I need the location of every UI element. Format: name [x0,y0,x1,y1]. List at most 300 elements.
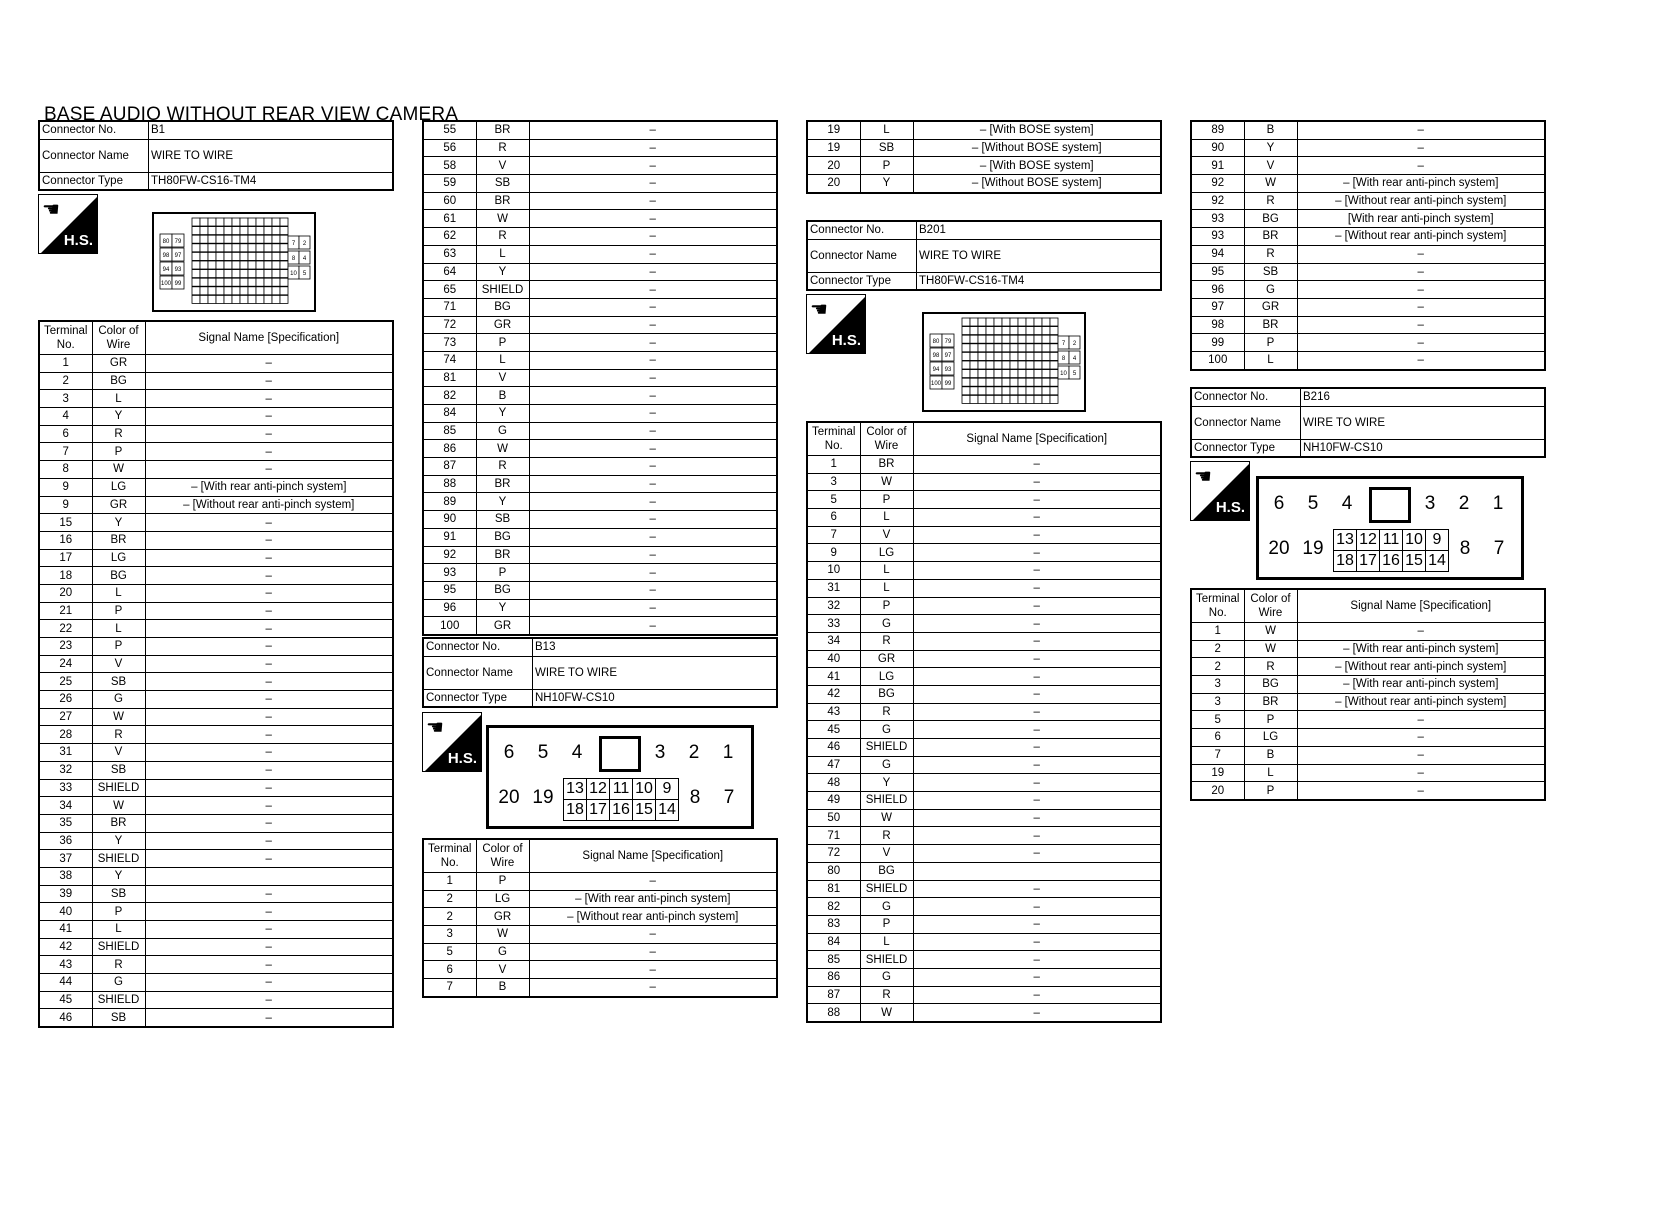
signal-name-cell [145,867,393,885]
wire-color-cell: BG [860,862,913,880]
connector-no-label: Connector No. [39,121,149,139]
table-row [39,797,393,815]
signal-name-cell: – [With rear anti-pinch system] [529,890,777,908]
signal-name-cell: – [913,915,1161,933]
pin-label: 13 [563,778,587,800]
terminal-no-cell: 86 [807,968,860,986]
wire-color-cell: W [92,708,145,726]
table-row [423,528,777,546]
pin-label: 1 [1492,493,1504,514]
pin-cell [248,278,256,286]
wire-color-cell: W [860,809,913,827]
signal-name-cell: – [529,281,777,299]
terminal-no-header: Terminal No. [39,321,92,355]
wire-color-cell: SHIELD [860,739,913,757]
pin-cell [264,261,272,269]
signal-name-cell: – [913,526,1161,544]
table-row [807,827,1161,845]
terminal-no-cell: 91 [1191,157,1244,175]
wire-color-cell: SHIELD [92,938,145,956]
table-row [39,408,393,426]
wire-color-cell: V [476,961,529,979]
signal-name-cell: – [529,316,777,334]
connector-80pin-drawing [154,214,314,310]
pin-cell [962,327,970,335]
terminal-no-cell: 48 [807,774,860,792]
table-row [1191,782,1545,800]
terminal-no-cell: 22 [39,620,92,638]
connector-type-label: Connector Type [39,172,149,190]
signal-name-cell: – [1297,121,1545,139]
terminal-no-cell: 5 [423,943,476,961]
wire-color-cell: SHIELD [860,792,913,810]
signal-name-cell: – [145,938,393,956]
signal-name-cell: – [529,943,777,961]
pin-cell [264,278,272,286]
pin-cell [264,287,272,295]
table-row [423,961,777,979]
pin-cell [986,361,994,369]
pin-cell [962,361,970,369]
b201-section [806,220,1162,291]
table-row [39,991,393,1009]
connector-no-value: B216 [1301,388,1546,406]
b216-section [1190,387,1546,458]
terminal-no-cell: 80 [807,862,860,880]
pin-label: 11 [609,778,633,800]
signal-name-cell [913,862,1161,880]
pin-cell [272,252,280,260]
terminal-no-cell: 2 [39,372,92,390]
pin-cell [240,270,248,278]
signal-name-cell: – [1297,782,1545,800]
wire-color-cell: P [476,334,529,352]
signal-name-cell: – [With BOSE system] [913,121,1161,139]
pin-cell [994,344,1002,352]
pin-label: 12 [1356,529,1380,551]
table-row [1191,228,1545,246]
pin-label: 79 [944,339,952,345]
wire-color-cell: L [92,921,145,939]
signal-name-cell: – [1297,623,1545,641]
wire-color-cell: LG [860,544,913,562]
pin-label: 97 [944,353,952,359]
signal-name-cell: – [913,739,1161,757]
pin-cell [272,227,280,235]
terminal-no-cell: 38 [39,867,92,885]
pin-cell [224,287,232,295]
signal-name-cell: – [913,632,1161,650]
signal-name-cell: – [529,458,777,476]
terminal-no-cell: 99 [1191,334,1244,352]
signal-name-cell: – [529,873,777,891]
signal-name-cell: – [913,933,1161,951]
connector-80pin-diagram-b201 [922,312,1086,412]
pin-cell [1042,378,1050,386]
hand-icon: ☚ [426,717,444,739]
pin-cell [280,218,288,226]
wire-color-cell: W [1244,623,1297,641]
pin-cell [256,235,264,243]
connector-20pin-diagram-b216 [1256,476,1524,580]
signal-name-cell: – [145,638,393,656]
terminal-no-header: Terminal No. [807,422,860,456]
table-row [423,979,777,997]
signal-name-cell: – [145,514,393,532]
table-row [39,549,393,567]
terminal-no-cell: 45 [807,721,860,739]
table-row [423,263,777,281]
pin-cell [216,270,224,278]
terminal-no-cell: 98 [1191,316,1244,334]
pin-cell [962,387,970,395]
pin-cell [240,235,248,243]
color-header: Color of Wire [476,839,529,873]
pin-cell [1002,344,1010,352]
signal-name-cell: – [Without rear anti-pinch system] [1297,192,1545,210]
table-row [807,632,1161,650]
terminal-no-cell: 9 [807,544,860,562]
wire-color-cell: P [860,597,913,615]
b201-info-table [806,220,1162,291]
pin-cell [994,395,1002,403]
wire-color-cell: L [1244,764,1297,782]
terminal-no-cell: 19 [807,121,860,139]
hs-icon: ☚ H.S. [422,712,482,772]
table-row [39,443,393,461]
signal-name-cell: – [1297,316,1545,334]
table-row [39,956,393,974]
terminal-no-cell: 23 [39,638,92,656]
pin-cell [264,218,272,226]
pin-cell [264,227,272,235]
wire-color-cell: G [92,974,145,992]
wire-color-cell: SHIELD [476,281,529,299]
wire-color-cell: G [860,721,913,739]
table-row [39,708,393,726]
terminal-no-cell: 3 [1191,693,1244,711]
pin-cell [1050,361,1058,369]
signal-name-cell: – [145,425,393,443]
wire-color-cell: V [92,744,145,762]
pin-cell [1034,361,1042,369]
pin-cell [1034,370,1042,378]
table-row [807,562,1161,580]
signal-header: Signal Name [Specification] [1297,589,1545,623]
table-row [39,655,393,673]
terminal-no-cell: 46 [39,1009,92,1027]
pin-cell [962,352,970,360]
terminal-no-cell: 63 [423,245,476,263]
pin-label: 1 [722,742,734,763]
table-row [1191,192,1545,210]
wire-color-cell: R [92,956,145,974]
pin-label: 94 [162,267,170,273]
pin-cell [208,235,216,243]
pin-label: 19 [1302,538,1324,559]
pin-label: 2 [302,241,307,247]
connector-type-value: TH80FW-CS16-TM4 [149,172,394,190]
wire-color-cell: BR [476,475,529,493]
b13-section [422,637,778,708]
terminal-no-cell: 43 [39,956,92,974]
table-row [39,921,393,939]
pin-cell [280,261,288,269]
pin-cell [200,252,208,260]
pin-label: 18 [1333,550,1357,572]
table-row [423,369,777,387]
wire-color-cell: P [860,157,913,175]
table-row [423,943,777,961]
wire-color-cell: Y [476,599,529,617]
signal-name-cell: – [145,372,393,390]
table-row [807,157,1161,175]
table-row [807,774,1161,792]
pin-cell [272,270,280,278]
signal-name-cell: – [529,210,777,228]
pin-label: 9 [655,778,679,800]
connector-type-value: NH10FW-CS10 [533,689,778,707]
pin-cell [1018,378,1026,386]
table-row [807,809,1161,827]
pin-cell [1050,344,1058,352]
pin-cell [1010,378,1018,386]
wire-color-cell: B [1244,121,1297,139]
table-row [807,668,1161,686]
pin-cell [240,287,248,295]
table-row [807,615,1161,633]
table-row [423,228,777,246]
signal-name-cell: – [913,774,1161,792]
connector-80pin-drawing [924,314,1084,410]
pin-cell [986,318,994,326]
terminal-no-cell: 36 [39,832,92,850]
pin-cell [232,227,240,235]
signal-name-cell: – [529,422,777,440]
connector-name-label: Connector Name [39,139,149,172]
pin-cell [208,270,216,278]
pin-cell [1034,387,1042,395]
terminal-no-cell: 6 [39,425,92,443]
terminal-no-cell: 95 [423,581,476,599]
table-row [807,862,1161,880]
pin-cell [256,227,264,235]
hs-icon: ☚ H.S. [1190,461,1250,521]
table-row [807,792,1161,810]
terminal-no-cell: 50 [807,809,860,827]
table-row [39,602,393,620]
table-row [39,531,393,549]
signal-name-cell: – [913,792,1161,810]
wire-color-cell: R [860,632,913,650]
wire-color-cell: P [92,602,145,620]
wire-color-cell: G [476,943,529,961]
wire-color-cell: V [476,157,529,175]
pin-label: 79 [174,239,182,245]
signal-name-cell: – [913,809,1161,827]
terminal-no-cell: 7 [423,979,476,997]
color-header: Color of Wire [1244,589,1297,623]
pin-label: 6 [503,742,515,763]
pin-cell [1010,335,1018,343]
pin-label: 5 [1307,493,1319,514]
terminal-no-cell: 6 [1191,729,1244,747]
wire-color-cell: P [92,443,145,461]
b201-cont-table [1190,120,1546,371]
signal-name-cell: – [529,245,777,263]
wire-color-cell: BR [476,192,529,210]
table-row [423,546,777,564]
pin-cell [1042,327,1050,335]
wire-color-cell: R [1244,658,1297,676]
signal-name-cell: – [1297,298,1545,316]
pin-cell [994,327,1002,335]
pin-cell [1042,344,1050,352]
wire-color-cell: R [92,425,145,443]
pin-cell [192,218,200,226]
signal-name-cell: – [145,850,393,868]
signal-header: Signal Name [Specification] [913,422,1161,456]
terminal-no-cell: 88 [807,1004,860,1022]
wire-color-cell: G [476,422,529,440]
pin-cell [256,261,264,269]
wire-color-cell: Y [476,493,529,511]
pin-cell [1018,352,1026,360]
wire-color-cell: R [476,228,529,246]
terminal-no-cell: 33 [39,779,92,797]
wire-color-cell: GR [476,316,529,334]
pin-cell [232,252,240,260]
signal-name-cell: – [145,549,393,567]
wire-color-cell: R [1244,192,1297,210]
pin-cell [256,287,264,295]
pin-cell [1042,361,1050,369]
pin-cell [264,252,272,260]
pin-cell [986,387,994,395]
signal-name-cell: – [With rear anti-pinch system] [145,478,393,496]
terminal-no-cell: 45 [39,991,92,1009]
terminal-no-cell: 40 [807,650,860,668]
connector-name-value: WIRE TO WIRE [149,139,394,172]
connector-no-label: Connector No. [423,638,533,656]
terminal-no-cell: 90 [1191,139,1244,157]
signal-name-cell: – [145,531,393,549]
pin-cell [1018,335,1026,343]
pin-cell [1026,370,1034,378]
table-row [807,933,1161,951]
signal-name-cell: – [529,961,777,979]
pin-cell [264,270,272,278]
pin-label: 15 [1402,550,1426,572]
table-row [1191,351,1545,369]
signal-name-cell: – [145,761,393,779]
table-row [807,685,1161,703]
connector-20pin-diagram-b13 [486,725,754,829]
signal-name-cell: – [529,475,777,493]
pin-cell [1050,370,1058,378]
pin-cell [208,287,216,295]
wire-color-cell: W [1244,640,1297,658]
wire-color-cell: BR [1244,228,1297,246]
wire-color-cell: BR [476,121,529,139]
b13-info-table [422,637,778,708]
terminal-no-cell: 27 [39,708,92,726]
pin-label: 5 [1072,371,1077,377]
pin-cell [970,335,978,343]
signal-name-cell: – [With rear anti-pinch system] [1297,640,1545,658]
pin-cell [208,244,216,252]
wire-color-cell: P [860,915,913,933]
table-row [39,372,393,390]
wire-color-cell: BR [1244,693,1297,711]
pin-cell [1050,335,1058,343]
terminal-no-cell: 95 [1191,263,1244,281]
table-row [1191,316,1545,334]
signal-name-cell: – [529,528,777,546]
pin-cell [256,244,264,252]
pin-cell [1034,395,1042,403]
pin-cell [970,387,978,395]
pin-label: 7 [291,241,296,247]
signal-name-cell: – [529,617,777,635]
wire-color-cell: SB [476,511,529,529]
pin-cell [978,361,986,369]
wire-color-cell: W [860,473,913,491]
table-row [1191,263,1545,281]
hand-icon: ☚ [42,199,60,221]
signal-name-cell: – [529,121,777,139]
table-row [39,1009,393,1027]
terminal-no-cell: 74 [423,351,476,369]
signal-name-cell: – [529,298,777,316]
wire-color-cell: R [860,703,913,721]
pin-cell [994,370,1002,378]
signal-name-cell: – [529,157,777,175]
terminal-no-cell: 59 [423,175,476,193]
terminal-no-cell: 16 [39,531,92,549]
table-row [807,898,1161,916]
signal-name-cell: – [529,546,777,564]
signal-name-cell: – [529,351,777,369]
terminal-no-cell: 21 [39,602,92,620]
table-row [1191,157,1545,175]
wire-color-cell: Y [92,832,145,850]
pin-cell [280,278,288,286]
terminal-no-cell: 20 [39,584,92,602]
pin-cell [232,270,240,278]
wire-color-cell: V [92,655,145,673]
pin-cell [248,227,256,235]
wire-color-cell: LG [476,890,529,908]
table-row [1191,334,1545,352]
wire-color-cell: BR [1244,316,1297,334]
wire-color-cell: Y [1244,139,1297,157]
terminal-no-cell: 85 [423,422,476,440]
signal-name-cell: – [529,405,777,423]
wire-color-cell: GR [92,355,145,373]
pin-cell [240,261,248,269]
wire-color-cell: BG [1244,210,1297,228]
wire-color-cell: G [860,898,913,916]
pin-label: 12 [586,778,610,800]
wire-color-cell: BG [860,685,913,703]
wire-color-cell: LG [860,668,913,686]
terminal-no-cell: 72 [423,316,476,334]
pin-cell [248,218,256,226]
pin-cell [1018,344,1026,352]
table-row [1191,746,1545,764]
wire-color-cell: P [92,903,145,921]
